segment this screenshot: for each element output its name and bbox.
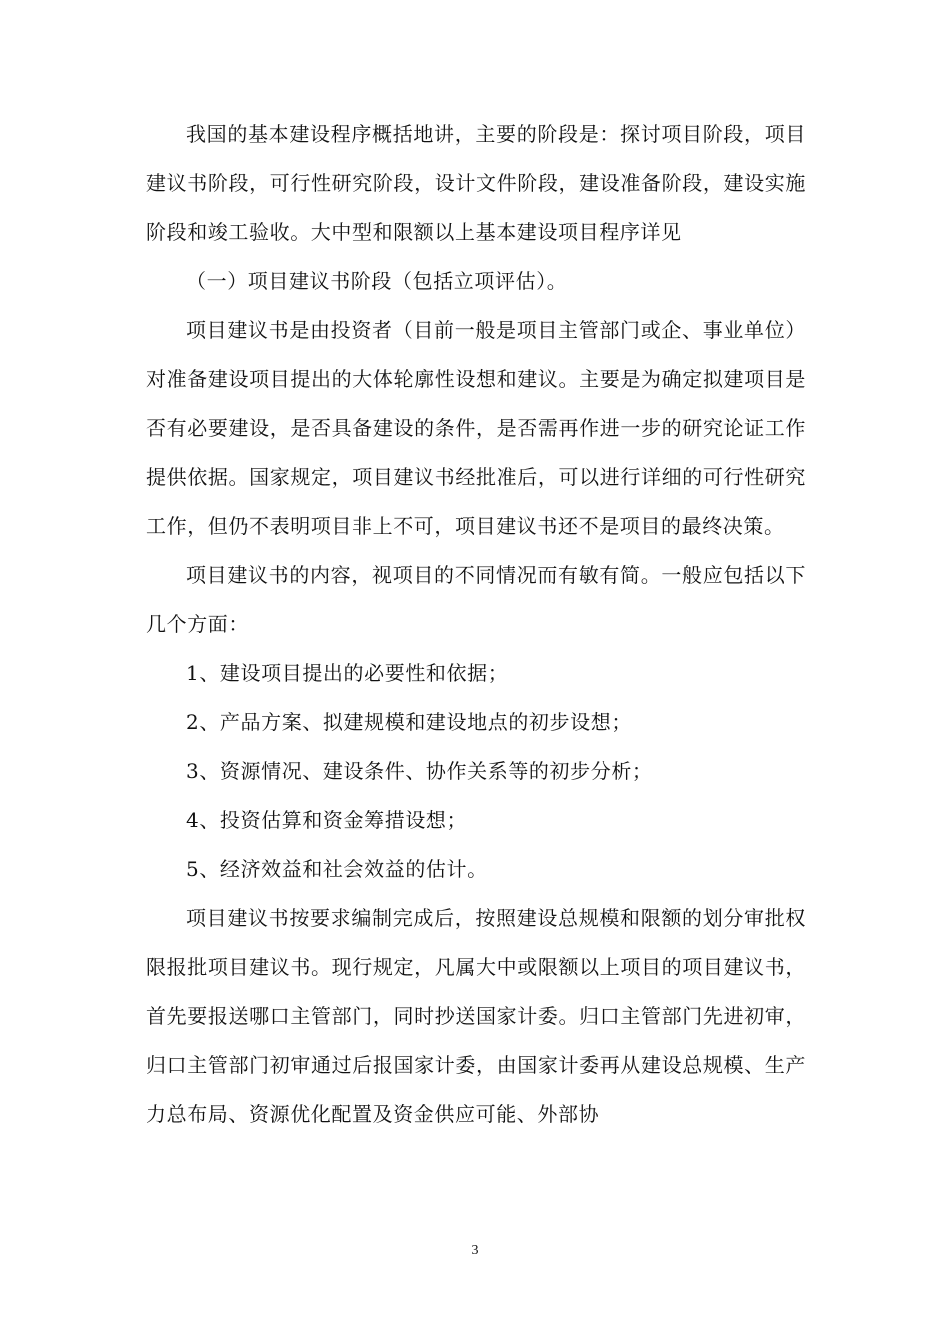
list-item: 2、产品方案、拟建规模和建设地点的初步设想； (186, 710, 632, 734)
list-item: 4、投资估算和资金筹措设想； (186, 808, 468, 832)
page-number: 3 (471, 1243, 479, 1258)
paragraph-proposal-definition: 项目建议书是由投资者（目前一般是项目主管部门或企、事业单位）对准备建设项目提出的大体轮廓性设想和建议。主要是为确定拟建项目是否有必要建设，是否具备建设的条件，是否需再作进一步的研究论证工作提供依据。国家规定，项目建议书经批准后，可以进行详细的可行性研究工作，但仍不表明项目非上不可，项目建议书还不是项目的最终决策。 (146, 318, 806, 538)
section-heading: （一）项目建议书阶段（包括立项评估）。 (186, 269, 568, 293)
paragraph-approval-process: 项目建议书按要求编制完成后，按照建设总规模和限额的划分审批权限报批项目建议书。现行规定，凡属大中或限额以上项目的项目建议书，首先要报送哪口主管部门，同时抄送国家计委。归口主管部门先进初审，归口主管部门初审通过后报国家计委，由国家计委再从建设总规模、生产力总布局、资源优化配置及资金供应可能、外部协 (146, 906, 806, 1126)
paragraph-intro: 我国的基本建设程序概括地讲，主要的阶段是：探讨项目阶段，项目建议书阶段，可行性研究阶段，设计文件阶段，建设准备阶段，建设实施阶段和竣工验收。大中型和限额以上基本建设项目程序详见 (146, 122, 806, 244)
list-item: 1、建设项目提出的必要性和依据； (186, 661, 509, 685)
paragraph-proposal-content: 项目建议书的内容，视项目的不同情况而有敏有简。一般应包括以下几个方面： (146, 563, 806, 636)
list-item: 5、经济效益和社会效益的估计。 (186, 857, 488, 881)
document-body (146, 110, 806, 1139)
list-item: 3、资源情况、建设条件、协作关系等的初步分析； (186, 759, 653, 783)
